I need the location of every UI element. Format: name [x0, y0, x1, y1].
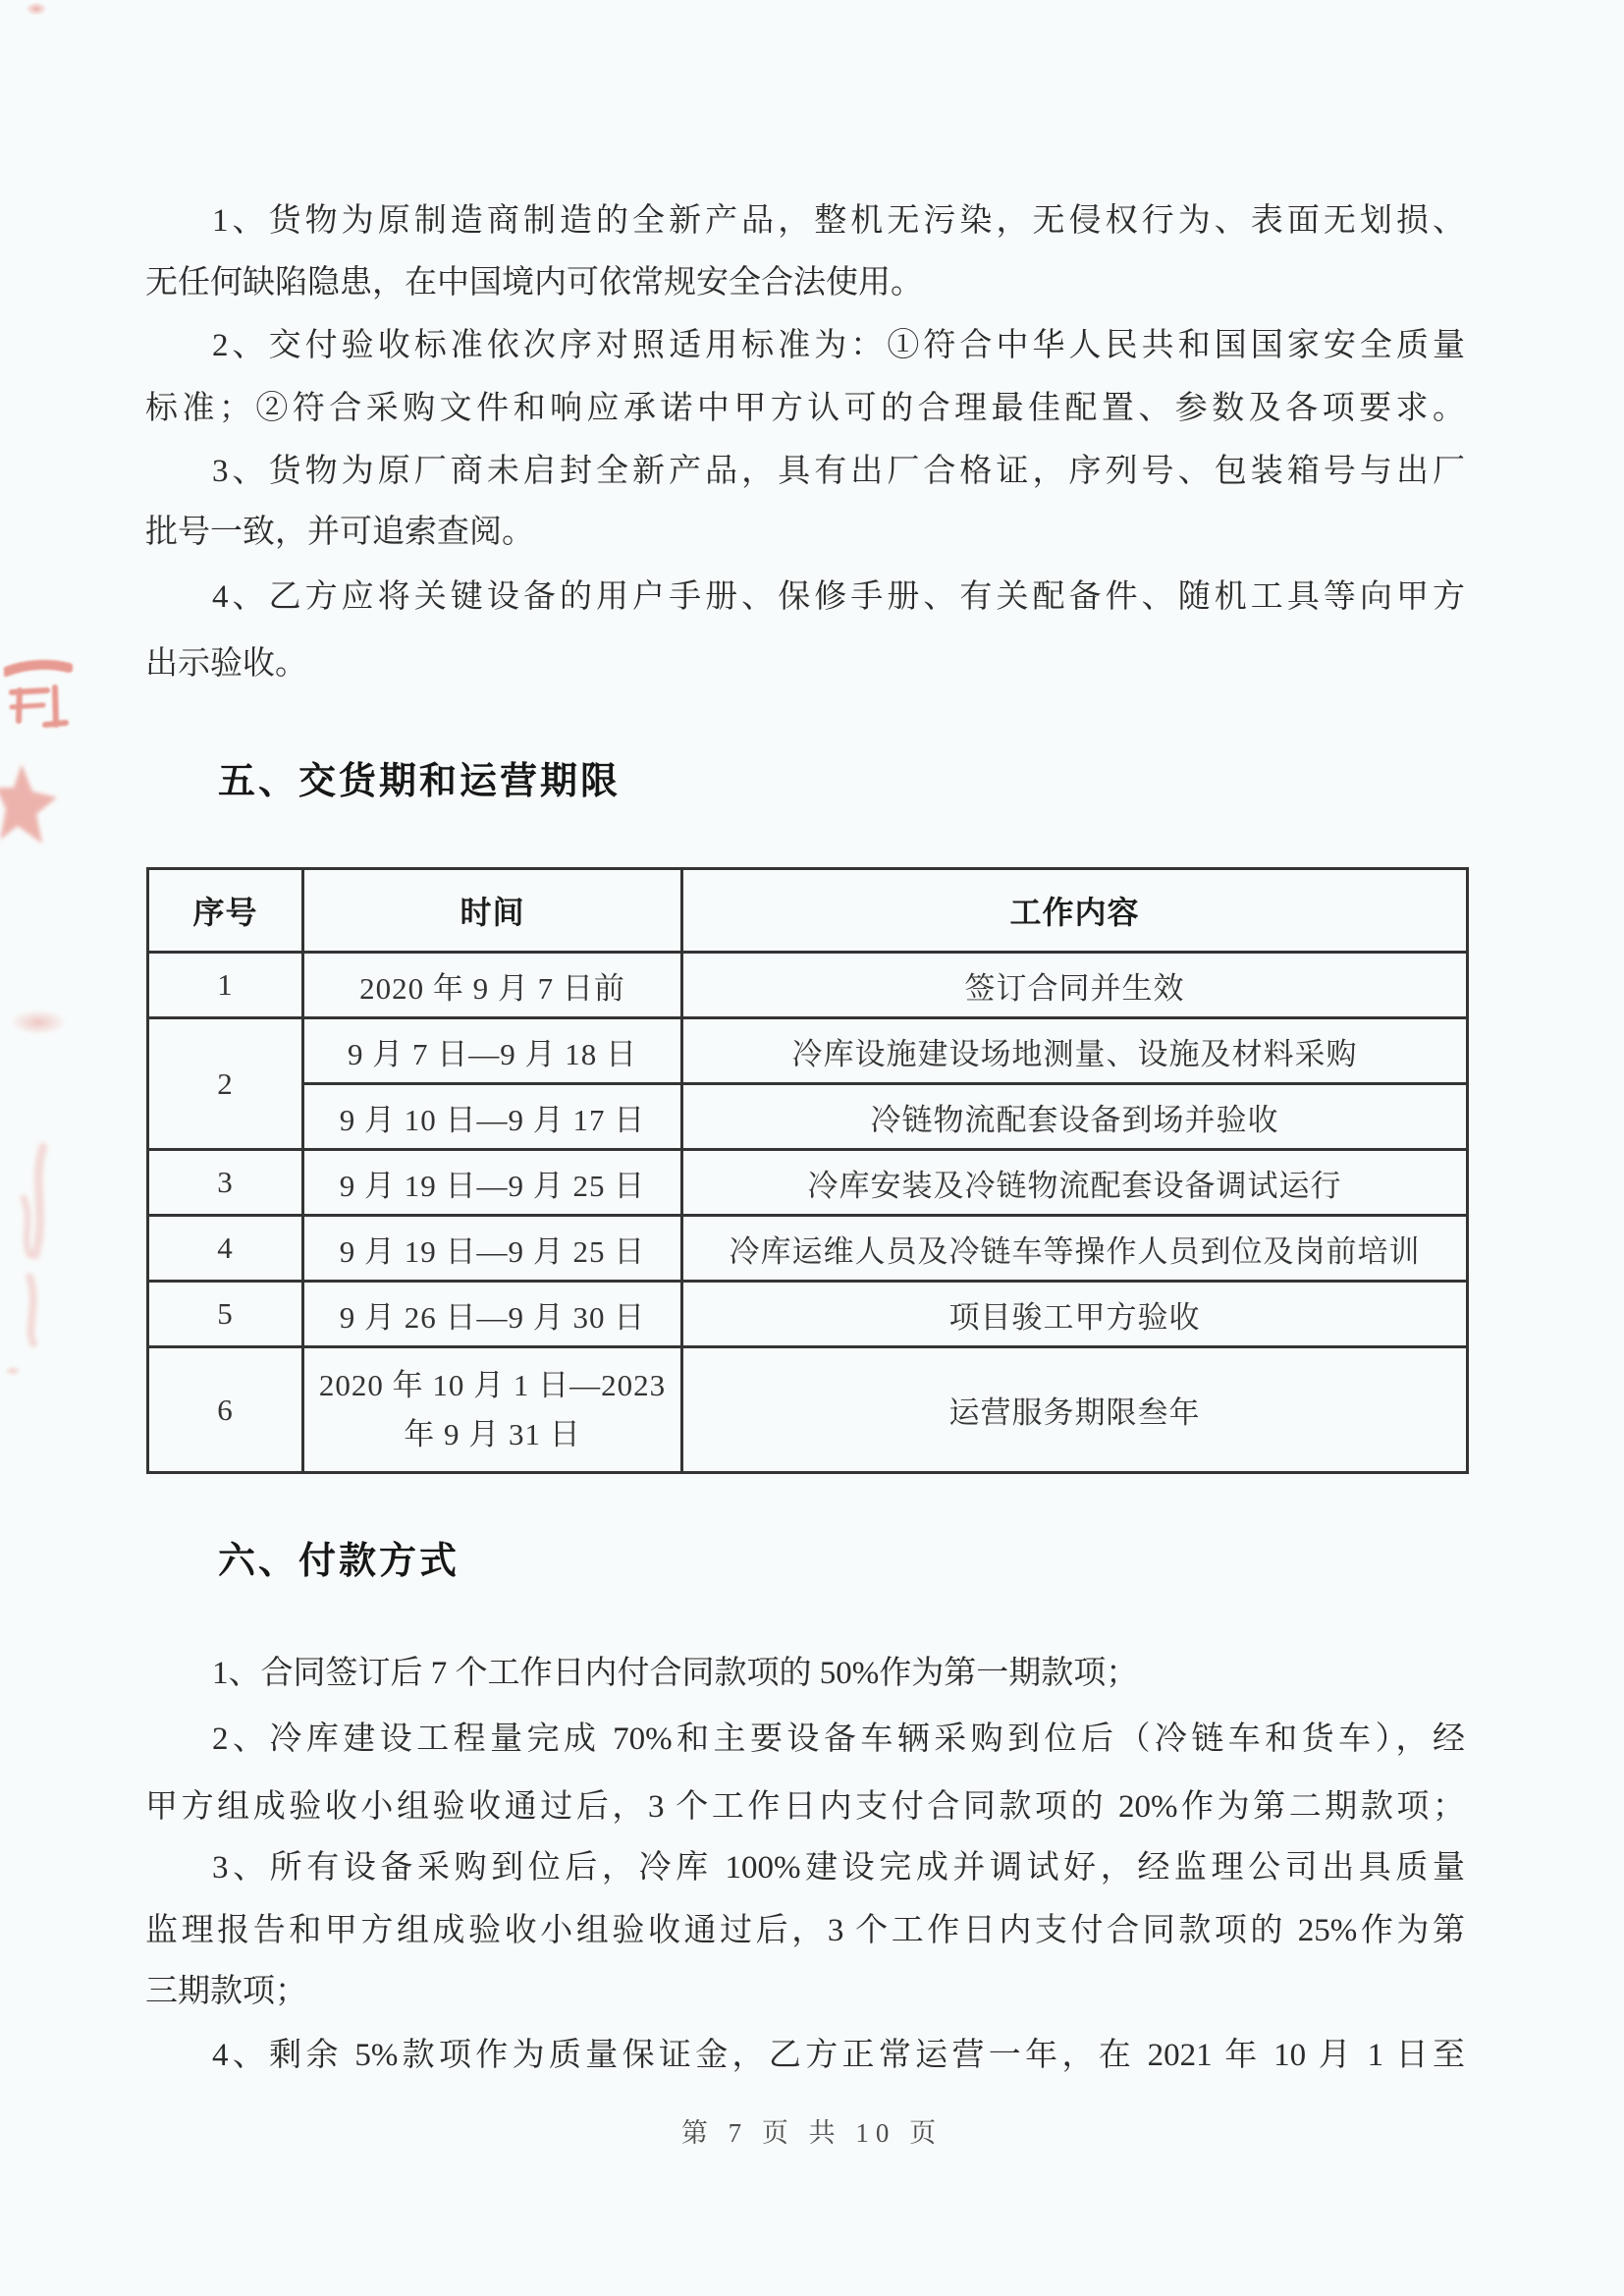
table-row [148, 1018, 1468, 1084]
payment-line: 1、合同签订后 7 个工作日内付合同款项的 50%作为第一期款项； [212, 1656, 1139, 1691]
cell-seq: 4 [148, 1216, 303, 1282]
payment-line: 2、冷库建设工程量完成 70%和主要设备车辆采购到位后（冷链车和货车），经 [212, 1722, 1465, 1757]
clause-line: 标准；②符合采购文件和响应承诺中甲方认可的合理最佳配置、参数及各项要求。 [145, 391, 1465, 426]
cell-time-line1: 2020 年 10 月 1 日—2023 [318, 1367, 667, 1402]
page-footer: 第 7 页 共 10 页 [680, 2118, 944, 2148]
cell-time: 9 月 10 日—9 月 17 日 [303, 1084, 682, 1150]
payment-line: 三期款项； [145, 1974, 307, 2009]
cell-work: 项目骏工甲方验收 [682, 1282, 1468, 1347]
cell-work: 冷库运维人员及冷链车等操作人员到位及岗前培训 [682, 1216, 1468, 1282]
seal-fragment-star [0, 758, 61, 852]
cell-time: 9 月 19 日—9 月 25 日 [303, 1150, 682, 1216]
cell-seq: 3 [148, 1150, 303, 1216]
table-row [148, 1282, 1468, 1347]
table-row [148, 1084, 1468, 1150]
cell-time [303, 1347, 682, 1473]
cell-work: 冷链物流配套设备到场并验收 [682, 1084, 1468, 1150]
cell-work: 冷库设施建设场地测量、设施及材料采购 [682, 1018, 1468, 1084]
seal-fragment-characters [4, 658, 73, 748]
clause-line: 批号一致，并可追索查阅。 [145, 515, 534, 550]
seal-fragment-dot [4, 1365, 22, 1377]
cell-seq: 5 [148, 1282, 303, 1347]
cell-seq: 2 [148, 1018, 303, 1150]
section-five-title: 五、交货期和运营期限 [218, 761, 622, 802]
seal-fragment-smudge [10, 1010, 67, 1035]
table-row [148, 1150, 1468, 1216]
cell-seq: 1 [148, 953, 303, 1018]
table-header-time: 时间 [303, 869, 682, 953]
clause-line: 4、乙方应将关键设备的用户手册、保修手册、有关配备件、随机工具等向甲方 [212, 579, 1465, 615]
table-row [148, 1347, 1468, 1473]
cell-time: 9 月 7 日—9 月 18 日 [303, 1018, 682, 1084]
clause-line: 1、货物为原制造商制造的全新产品，整机无污染，无侵权行为、表面无划损、 [212, 203, 1465, 239]
cell-work: 冷库安装及冷链物流配套设备调试运行 [682, 1150, 1468, 1216]
payment-line: 监理报告和甲方组成验收小组验收通过后，3 个工作日内支付合同款项的 25%作为第 [145, 1913, 1465, 1948]
cell-time-line2: 年 9 月 31 日 [404, 1416, 581, 1451]
payment-line: 甲方组成验收小组验收通过后，3 个工作日内支付合同款项的 20%作为第二期款项； [145, 1789, 1465, 1825]
clause-line: 无任何缺陷隐患，在中国境内可依常规安全合法使用。 [145, 265, 923, 301]
table-row [148, 1216, 1468, 1282]
clause-line: 2、交付验收标准依次序对照适用标准为：①符合中华人民共和国国家安全质量 [212, 328, 1465, 363]
cell-time: 9 月 26 日—9 月 30 日 [303, 1282, 682, 1347]
table-row [148, 953, 1468, 1018]
delivery-schedule-table [146, 867, 1469, 1474]
cell-time: 2020 年 9 月 7 日前 [303, 953, 682, 1018]
clause-line: 3、货物为原厂商未启封全新产品，具有出厂合格证，序列号、包装箱号与出厂 [212, 454, 1465, 489]
cell-work: 签订合同并生效 [682, 953, 1468, 1018]
cell-work: 运营服务期限叁年 [682, 1347, 1468, 1473]
section-six-title: 六、付款方式 [218, 1541, 460, 1582]
seal-fragment-faint-streak [10, 1139, 65, 1350]
cell-seq: 6 [148, 1347, 303, 1473]
cell-time: 9 月 19 日—9 月 25 日 [303, 1216, 682, 1282]
payment-line: 4、剩余 5%款项作为质量保证金，乙方正常运营一年，在 2021 年 10 月 1 日至 [212, 2038, 1465, 2073]
table-header-seq: 序号 [148, 869, 303, 953]
seal-fragment-top-dot [26, 2, 47, 16]
clause-line: 出示验收。 [145, 646, 307, 682]
table-header-work: 工作内容 [682, 869, 1468, 953]
payment-line: 3、所有设备采购到位后，冷库 100%建设完成并调试好，经监理公司出具质量 [212, 1850, 1465, 1886]
